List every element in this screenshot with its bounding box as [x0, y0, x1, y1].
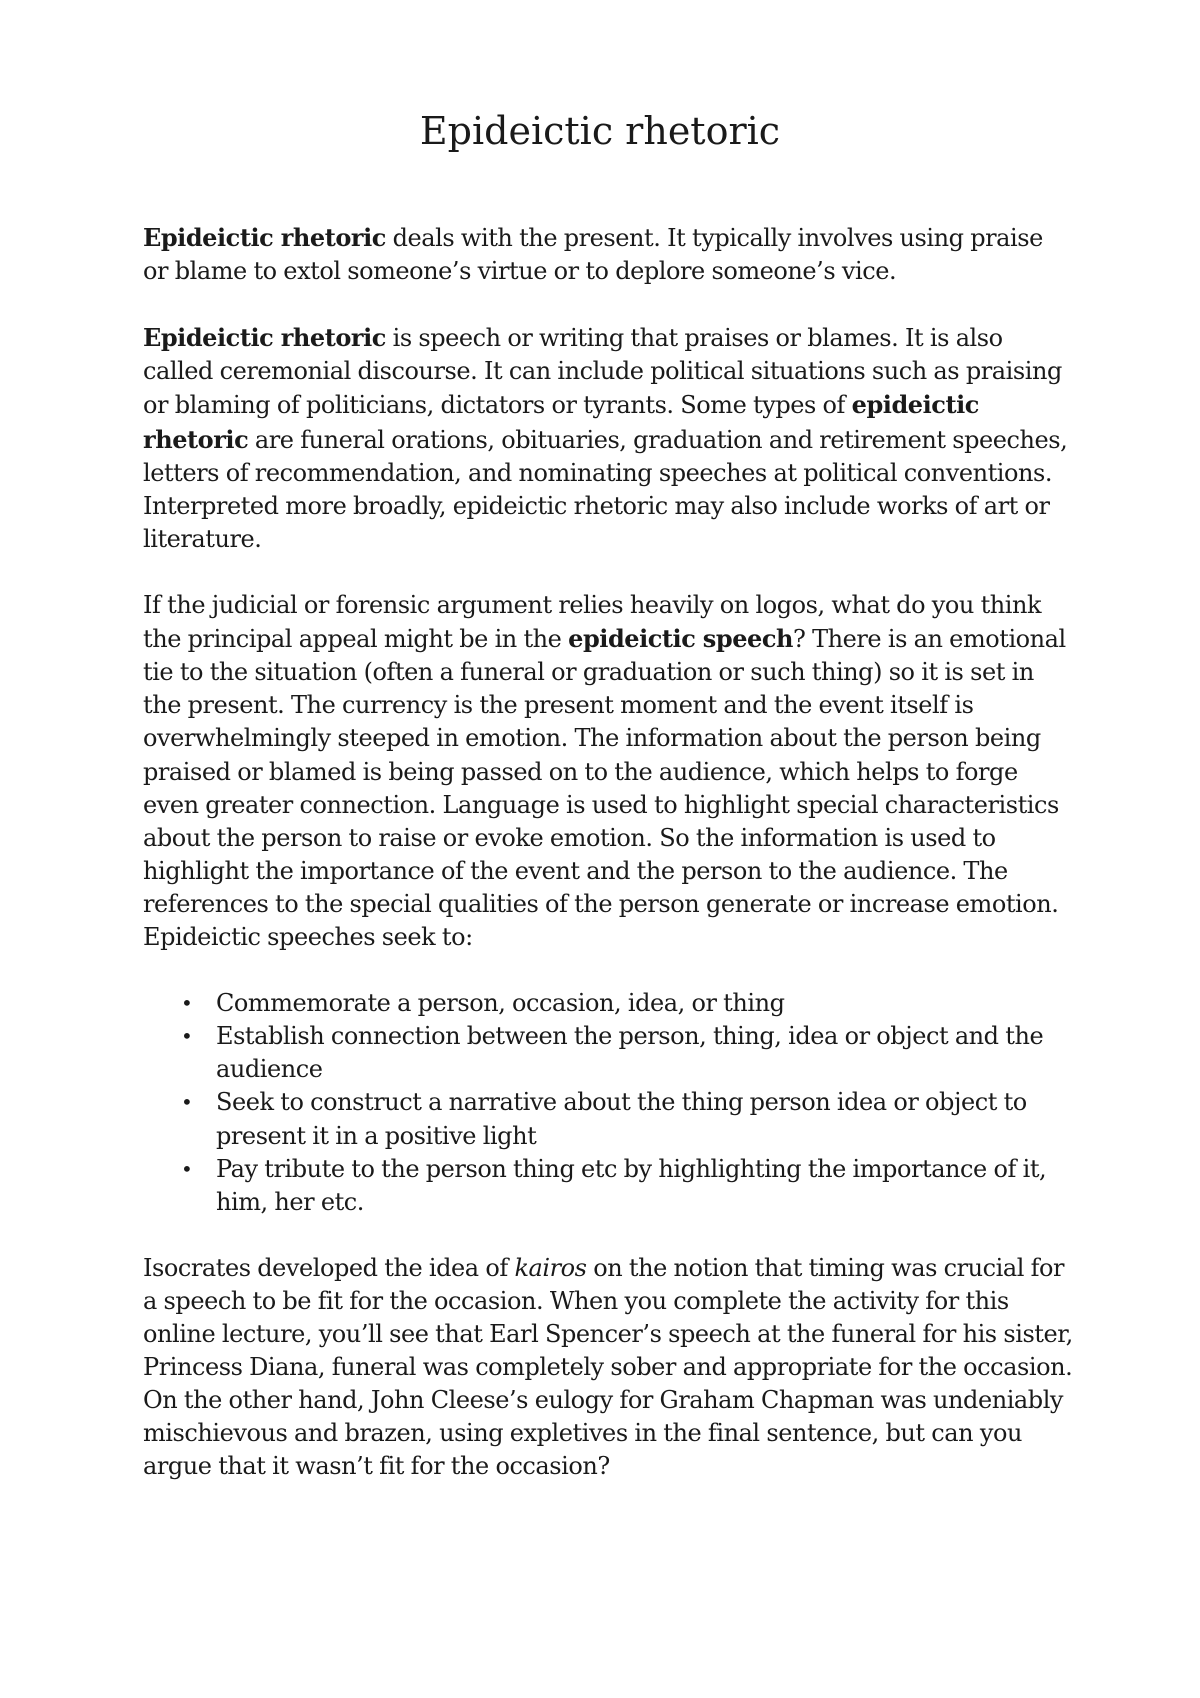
document-title: Epideictic rhetoric	[419, 109, 781, 153]
paragraph-description	[143, 321, 1073, 556]
paragraph-text: is speech or writing that praises or blames. It is also called ceremonial discourse. It can include political situations such as praising or blaming of politicians, dictators or tyrants. Some types of	[143, 324, 1062, 420]
term-bold: Epideictic rhetoric	[143, 223, 386, 252]
list-item-text: Seek to construct a narrative about the thing person idea or object to present it in a positive light	[216, 1088, 1027, 1150]
paragraph-text: deals with the present. It typically involves using praise or blame to extol someone’s virtue or to deplore someone’s vice.	[143, 224, 1043, 286]
paragraph-text: ? There is an emotional tie to the situation (often a funeral or graduation or such thing) so it is set in the present. The currency is the present moment and the event itself is overwhelmingly steeped in emotion. The information about the person being praised or blamed is being passed on to the audience, which helps to forge even greater connection. Language is used to highlight special characteristics about the person to raise or evoke emotion. So the information is used to highlight the importance of the event and the person to the audience. The references to the special qualities of the person generate or increase emotion. Epideictic speeches seek to:	[143, 625, 1066, 951]
list-item	[181, 987, 1073, 1020]
list-item	[181, 1086, 1073, 1152]
paragraph-text: If the judicial or forensic argument relies heavily on logos, what do you think the principal appeal might be in the	[143, 591, 1042, 654]
list-item-text: Pay tribute to the person thing etc by highlighting the importance of it, him, her etc.	[216, 1154, 1047, 1216]
document-body	[143, 221, 1073, 1517]
bullet-icon: •	[181, 1090, 193, 1115]
paragraph-appeal	[143, 589, 1073, 954]
list-item-text: Commemorate a person, occasion, idea, or thing	[216, 989, 785, 1018]
paragraph-kairos	[143, 1252, 1073, 1484]
paragraph-text: are funeral orations, obituaries, graduation and retirement speeches, letters of recommendation, and nominating speeches at political conventions. Interpreted more broadly, epideictic rhetoric may also include works of art or literature.	[143, 425, 1068, 553]
term-italic: kairos	[514, 1253, 587, 1282]
list-item	[181, 1020, 1073, 1086]
bullet-icon: •	[181, 1024, 193, 1049]
term-bold: epideictic rhetoric	[143, 390, 979, 454]
bullet-icon: •	[181, 991, 193, 1016]
list-item	[181, 1153, 1073, 1219]
term-bold: Epideictic rhetoric	[143, 323, 386, 353]
term-bold: epideictic speech	[568, 624, 793, 654]
paragraph-definition	[143, 221, 1073, 288]
list-item-text: Establish connection between the person, thing, idea or object and the audience	[216, 1022, 1044, 1084]
bullet-icon: •	[181, 1156, 193, 1181]
paragraph-text: Isocrates developed the idea of	[143, 1253, 515, 1282]
paragraph-text: on the notion that timing was crucial for a speech to be fit for the occasion. When you complete the activity for this online lecture, you’ll see that Earl Spencer’s speech at the funeral for his sister, Princess Diana, funeral was completely sober and appropriate for the occasion. On the other hand, John Cleese’s eulogy for Graham Chapman was undeniably mischievous and brazen, using expletives in the final sentence, but can you argue that it wasn’t fit for the occasion?	[143, 1253, 1073, 1481]
bullet-list	[143, 987, 1073, 1219]
